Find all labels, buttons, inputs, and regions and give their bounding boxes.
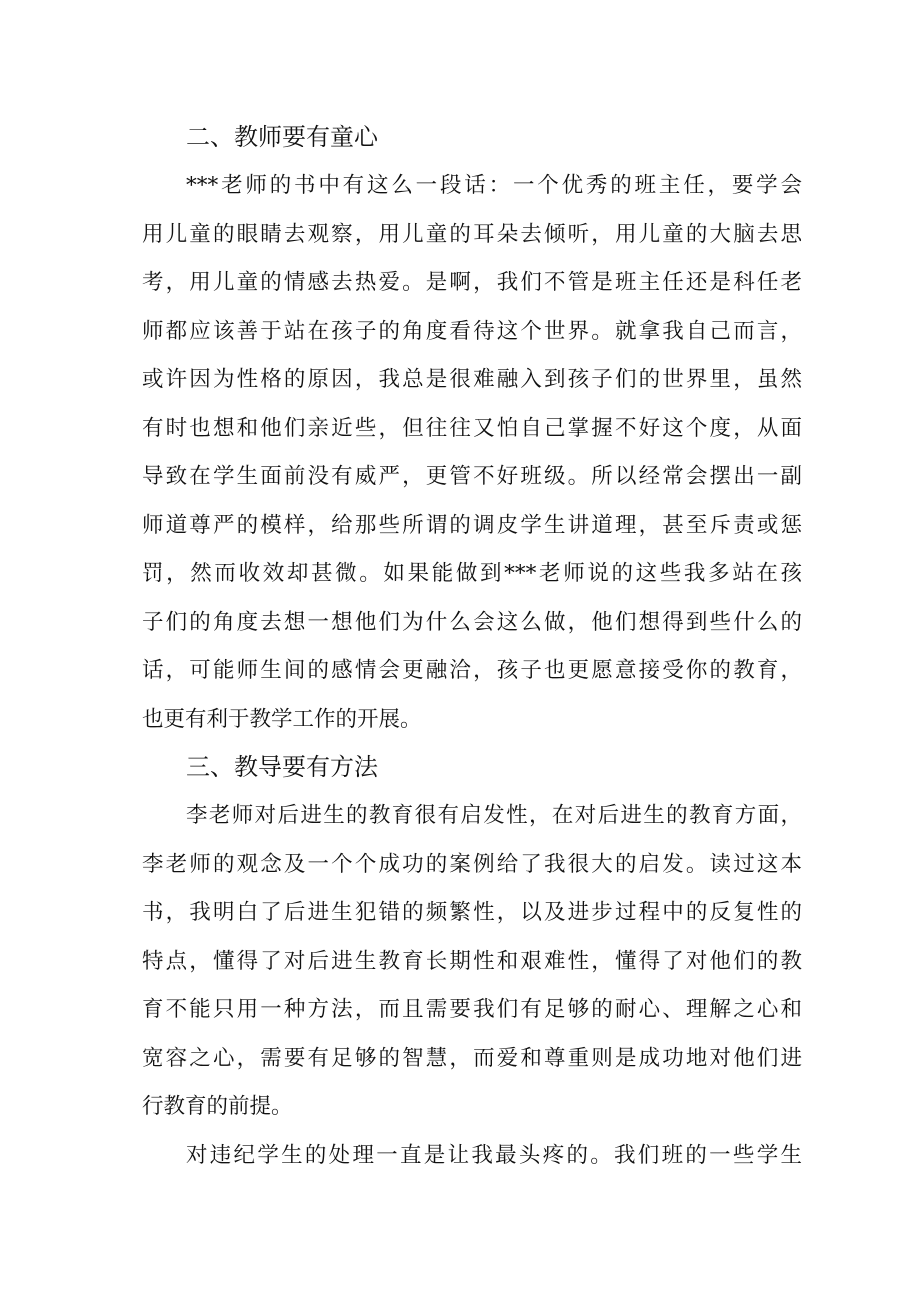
section2-paragraph [142,162,802,744]
paragraph-line: 李老师对后进生的教育很有启发性，在对后进生的教育方面， [186,803,802,828]
paragraph-line: ***老师的书中有这么一段话：一个优秀的班主任，要学会 [186,173,802,198]
paragraph-line: 对违纪学生的处理一直是让我最头疼的。我们班的一些学生 [186,1143,802,1168]
paragraph-line: 话，可能师生间的感情会更融洽，孩子也更愿意接受你的教育， [142,658,802,683]
section3-paragraph-2 [142,1132,802,1181]
section-heading-teaching-methods: 三、教导要有方法 [186,753,378,781]
paragraph-line: 子们的角度去想一想他们为什么会这么做，他们想得到些什么的 [142,609,802,635]
paragraph-line: 用儿童的眼睛去观察，用儿童的耳朵去倾听，用儿童的大脑去思 [142,221,802,247]
paragraph-line: 也更有利于教学工作的开展。 [142,706,422,732]
paragraph-line: 或许因为性格的原因，我总是很难融入到孩子们的世界里，虽然 [142,367,802,392]
paragraph-line: 特点，懂得了对后进生教育长期性和艰难性，懂得了对他们的教 [142,948,802,974]
paragraph-line: 李老师的观念及一个个成功的案例给了我很大的启发。读过这本 [142,851,802,877]
paragraph-line: 罚，然而收效却甚微。如果能做到***老师说的这些我多站在孩 [142,561,802,586]
paragraph-line: 行教育的前提。 [142,1094,293,1119]
section-heading-childlike-heart: 二、教师要有童心 [186,123,378,151]
paragraph-line: 师都应该善于站在孩子的角度看待这个世界。就拿我自己而言， [142,318,802,344]
paragraph-line: 导致在学生面前没有威严，更管不好班级。所以经常会摆出一副 [142,464,802,489]
paragraph-line: 师道尊严的模样，给那些所谓的调皮学生讲道理，甚至斥责或惩 [142,512,802,538]
paragraph-line: 育不能只用一种方法，而且需要我们有足够的耐心、理解之心和 [142,997,802,1022]
paragraph-line: 书，我明白了后进生犯错的频繁性，以及进步过程中的反复性的 [142,900,802,925]
paragraph-line: 有时也想和他们亲近些，但往往又怕自己掌握不好这个度，从面 [142,415,802,441]
paragraph-line: 考，用儿童的情感去热爱。是啊，我们不管是班主任还是科任老 [142,270,802,295]
paragraph-line: 宽容之心，需要有足够的智慧，而爱和尊重则是成功地对他们进 [142,1045,802,1071]
section3-paragraph-1 [142,792,802,1132]
